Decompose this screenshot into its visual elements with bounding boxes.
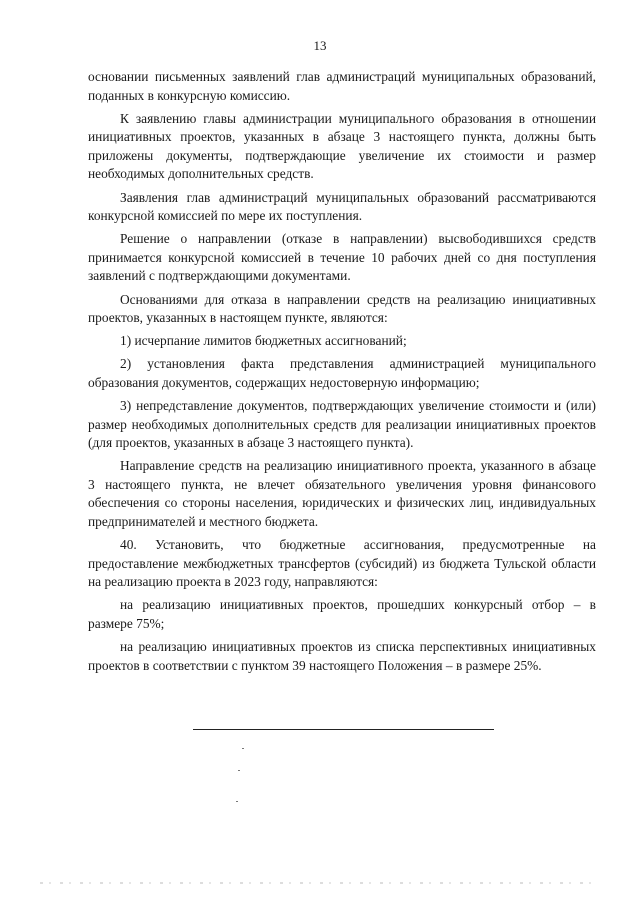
scan-speck	[238, 770, 240, 771]
list-item-refusal-1: 1) исчерпание лимитов бюджетных ассигнований;	[120, 333, 407, 349]
paragraph-decision-timing: Решение о направлении (отказе в направлении) высвободившихся средств принимается конкурсной комиссией в течение 10 рабочих дней со дня поступления заявлений с подтверждающими документами.	[88, 231, 596, 284]
list-item-refusal-2: 2) установления факта представления администрацией муниципального образования документов, содержащих недостоверную информацию;	[88, 356, 596, 390]
paragraph-applications-review: Заявления глав администраций муниципальных образований рассматриваются конкурсной комиссией по мере их поступления.	[88, 189, 596, 224]
paragraph-item-40: 40. Установить, что бюджетные ассигнования, предусмотренные на предоставление межбюджетных трансфертов (субсидий) из бюджета Тульской области на реализацию проекта в 2023 году, направляются:	[88, 537, 596, 590]
scan-speck	[242, 748, 244, 749]
list-item-allocation-25: на реализацию инициативных проектов из списка перспективных инициативных проектов в соответствии с пунктом 39 настоящего Положения – в размере 25%.	[88, 639, 596, 673]
paragraph-attachment-requirements: К заявлению главы администрации муниципального образования в отношении инициативных проектов, указанных в абзаце 3 настоящего пункта, должны быть приложены документы, подтверждающие увеличение их стоимости и размер необходимых дополнительных средств.	[88, 110, 596, 182]
paragraph-funding-note: Направление средств на реализацию инициативного проекта, указанного в абзаце 3 настоящего пункта, не влечет обязательного увеличения уровня финансового обеспечения со стороны населения, юридических и физических лиц, индивидуальных предпринимателей и местного бюджета.	[88, 458, 596, 530]
scan-noise-strip	[40, 882, 600, 884]
list-item-refusal-3: 3) непредставление документов, подтверждающих увеличение стоимости и (или) размер необходимых дополнительных средств для реализации инициативных проектов (для проектов, указанных в абзаце 3 настоящего пункта).	[88, 398, 596, 451]
list-item-allocation-75: на реализацию инициативных проектов, прошедших конкурсный отбор – в размере 75%;	[88, 597, 596, 632]
page-number: 13	[313, 38, 327, 53]
end-separator-line	[193, 729, 494, 730]
paragraph-refusal-grounds-intro: Основаниями для отказа в направлении средств на реализацию инициативных проектов, указанных в настоящем пункте, являются:	[88, 291, 596, 326]
scan-speck	[236, 801, 238, 802]
paragraph-continuation: основании письменных заявлений глав администраций муниципальных образований, поданных в конкурсную комиссию.	[88, 69, 596, 103]
document-body	[88, 68, 596, 675]
